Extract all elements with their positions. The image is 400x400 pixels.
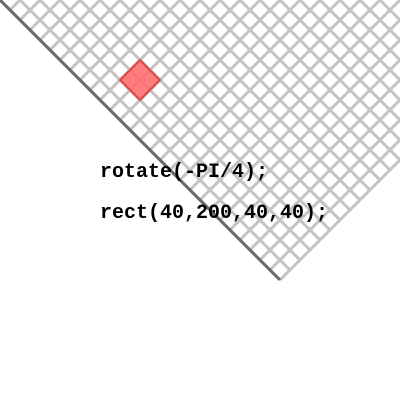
grid-line-vertical [10, 0, 290, 270]
grid-line-horizontal [60, 0, 340, 60]
code-rect-statement: rect(40,200,40,40); [100, 202, 329, 225]
code-rotate-statement: rotate(-PI/4); [100, 161, 269, 184]
grid-line-vertical [60, 0, 340, 220]
grid-line-vertical [50, 0, 330, 230]
grid-line-horizontal [30, 0, 310, 30]
